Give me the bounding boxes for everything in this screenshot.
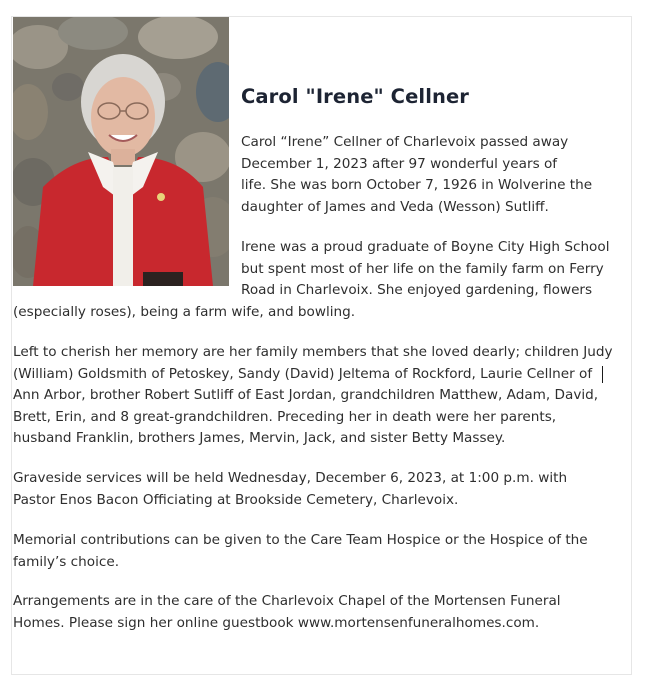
text-line: Homes. Please sign her online guestbook www.mortensenfuneralhomes.com. <box>13 614 540 631</box>
paragraph-life <box>13 237 638 323</box>
text-cursor <box>602 366 603 383</box>
text-line: Left to cherish her memory are her family members that she loved dearly; children Judy <box>13 344 613 360</box>
text-line: daughter of James and Veda (Wesson) Sutliff. <box>241 198 549 215</box>
text-line: Brett, Erin, and 8 great-grandchildren. Preceding her in death were her parents, <box>13 408 557 425</box>
text-line: (William) Goldsmith of Petoskey, Sandy (David) Jeltema of Rockford, Laurie Cellner of <box>13 365 593 382</box>
text-line: Graveside services will be held Wednesday, December 6, 2023, at 1:00 p.m. with <box>13 470 568 486</box>
text-line: (especially roses), being a farm wife, and bowling. <box>13 303 356 320</box>
text-line: Arrangements are in the care of the Charlevoix Chapel of the Mortensen Funeral <box>13 593 561 609</box>
text-line: Ann Arbor, brother Robert Sutliff of East Jordan, grandchildren Matthew, Adam, David, <box>13 387 599 403</box>
paragraph-memorial <box>13 530 638 573</box>
text-line: Road in Charlevoix. She enjoyed gardening, flowers <box>241 282 593 298</box>
text-line: life. She was born October 7, 1926 in Wolverine the <box>241 177 593 193</box>
text-line: Pastor Enos Bacon Officiating at Brookside Cemetery, Charlevoix. <box>13 491 459 508</box>
text-line: family’s choice. <box>13 553 120 570</box>
paragraph-services <box>13 468 638 511</box>
paragraph-family <box>13 342 638 450</box>
text-line: Irene was a proud graduate of Boyne City High School <box>241 239 610 255</box>
text-line: Carol “Irene” Cellner of Charlevoix passed away <box>241 134 569 150</box>
text-line: December 1, 2023 after 97 wonderful years of <box>241 155 558 172</box>
paragraph-arrangements <box>13 591 638 634</box>
text-line: husband Franklin, brothers James, Mervin, Jack, and sister Betty Massey. <box>13 430 506 446</box>
text-line: Memorial contributions can be given to the Care Team Hospice or the Hospice of the <box>13 532 588 548</box>
paragraph-intro <box>241 132 633 218</box>
page-title: Carol "Irene" Cellner <box>241 85 469 108</box>
text-line: but spent most of her life on the family farm on Ferry <box>241 260 604 277</box>
